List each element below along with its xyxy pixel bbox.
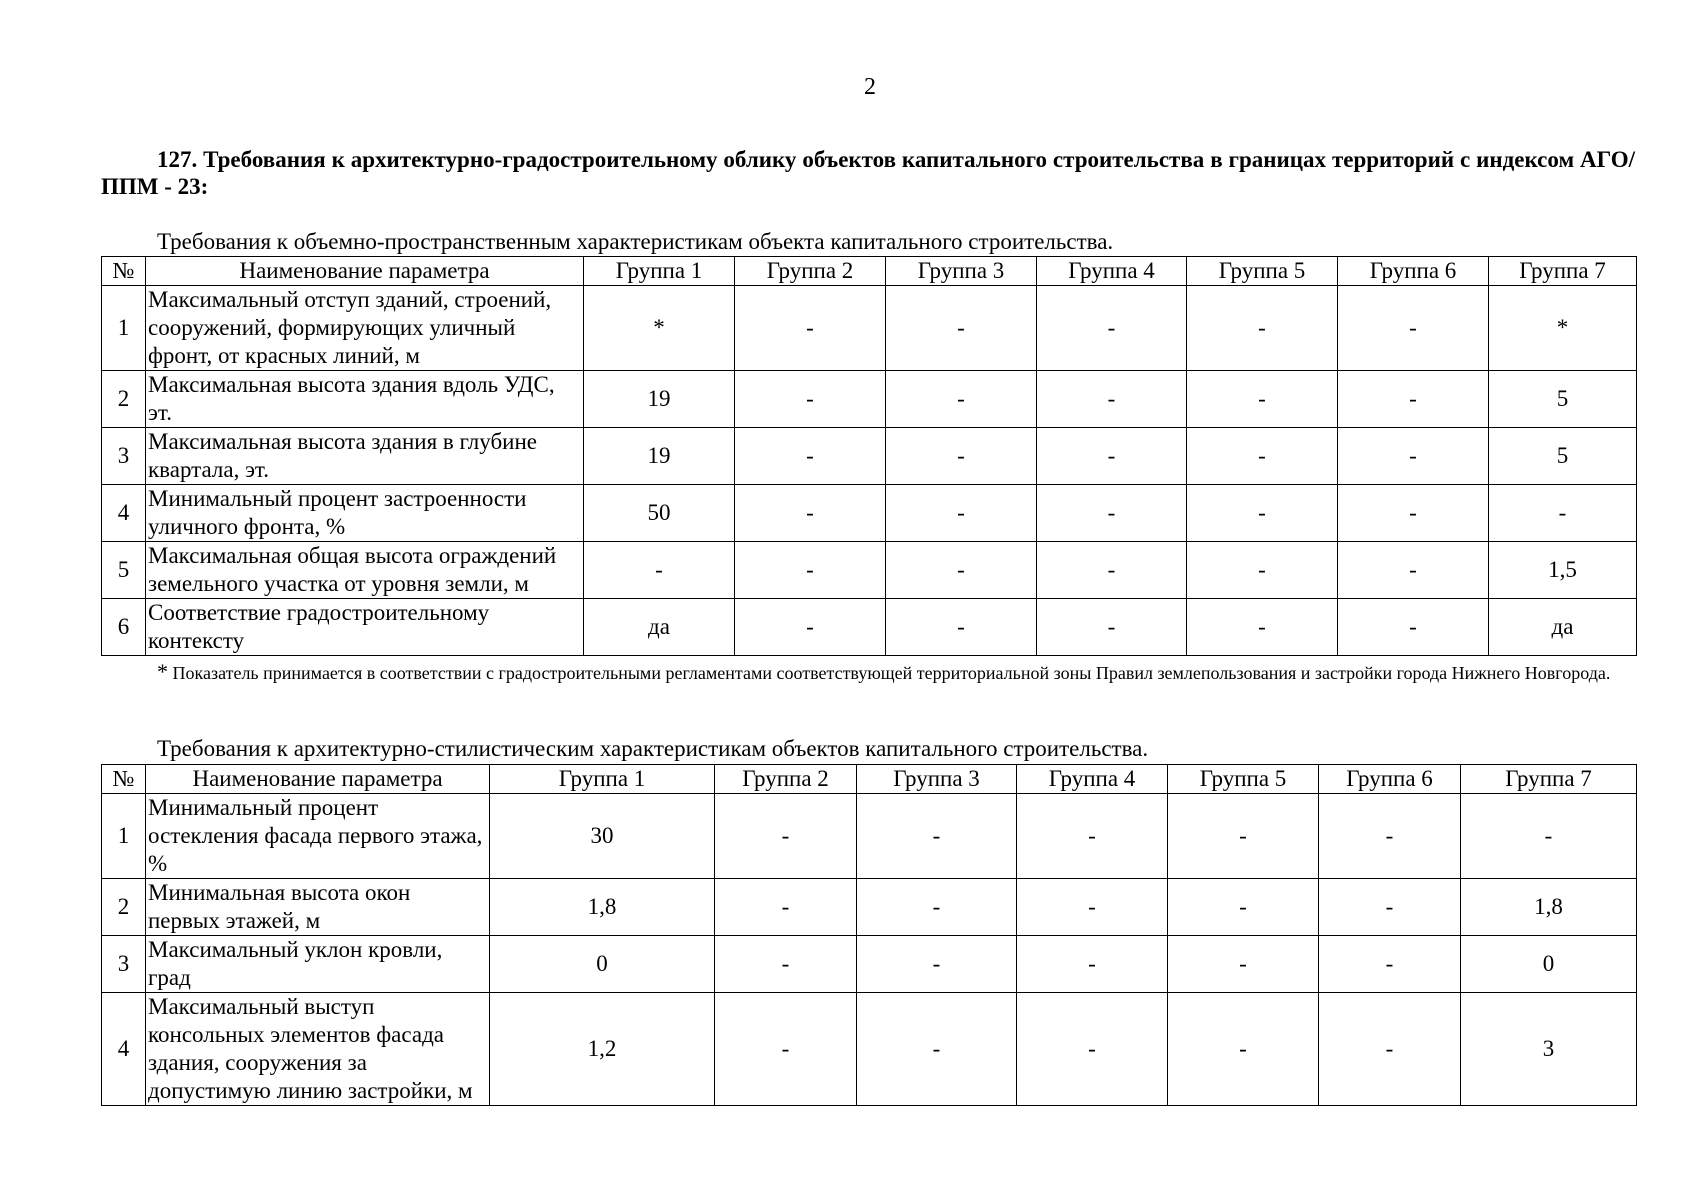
group-value: да [584, 599, 735, 656]
group-value: - [1319, 794, 1461, 879]
table-row [102, 599, 1637, 656]
column-header: Группа 1 [584, 257, 735, 286]
stylistic-requirements-table [101, 764, 1637, 1106]
table-row [102, 879, 1637, 936]
group-value: - [1319, 936, 1461, 993]
column-header: № [102, 257, 146, 286]
group-value: 1,8 [490, 879, 715, 936]
footnote [101, 660, 1635, 685]
parameter-name: Максимальная высота здания в глубине квартала, эт. [146, 428, 584, 485]
table-row [102, 428, 1637, 485]
column-header: Группа 4 [1037, 257, 1187, 286]
group-value: - [1037, 371, 1187, 428]
group-value: 5 [1489, 371, 1637, 428]
group-value: - [1037, 542, 1187, 599]
group-value: 1,8 [1461, 879, 1637, 936]
column-header: Группа 3 [857, 765, 1017, 794]
footnote-text: Показатель принимается в соответствии с градостроительными регламентами соответствующей территориальной зоны Правил землепользования и застройки города Нижнего Новгорода. [168, 663, 1611, 683]
group-value: - [735, 542, 886, 599]
group-value: - [857, 993, 1017, 1106]
group-value: - [1037, 428, 1187, 485]
column-header: Группа 1 [490, 765, 715, 794]
table-row [102, 542, 1637, 599]
group-value: 1,2 [490, 993, 715, 1106]
group-value: * [584, 286, 735, 371]
group-value: - [886, 428, 1037, 485]
group-value: да [1489, 599, 1637, 656]
group-value: - [1017, 936, 1168, 993]
group-value: - [857, 936, 1017, 993]
page-number: 2 [864, 74, 876, 100]
group-value: - [735, 485, 886, 542]
group-value: 19 [584, 371, 735, 428]
group-value: - [1338, 428, 1489, 485]
table-row [102, 286, 1637, 371]
column-header: Группа 6 [1338, 257, 1489, 286]
parameter-name: Максимальная высота здания вдоль УДС, эт. [146, 371, 584, 428]
column-header: Группа 6 [1319, 765, 1461, 794]
row-number: 4 [102, 993, 146, 1106]
footnote-mark: * [157, 659, 168, 684]
group-value: - [715, 936, 857, 993]
group-value: - [715, 993, 857, 1106]
parameter-name: Максимальная общая высота ограждений земельного участка от уровня земли, м [146, 542, 584, 599]
parameter-name: Минимальный процент застроенности уличного фронта, % [146, 485, 584, 542]
parameter-name: Максимальный уклон кровли, град [146, 936, 490, 993]
group-value: - [1168, 879, 1319, 936]
group-value: - [886, 485, 1037, 542]
row-number: 4 [102, 485, 146, 542]
group-value: 0 [1461, 936, 1637, 993]
group-value: - [857, 794, 1017, 879]
group-value: - [1187, 371, 1338, 428]
group-value: - [715, 794, 857, 879]
table-row [102, 485, 1637, 542]
table-header-row [102, 257, 1637, 286]
group-value: - [1489, 485, 1637, 542]
group-value: - [735, 286, 886, 371]
group-value: - [1037, 599, 1187, 656]
column-header: Группа 7 [1489, 257, 1637, 286]
column-header: Группа 2 [715, 765, 857, 794]
group-value: - [1187, 542, 1338, 599]
group-value: - [1187, 485, 1338, 542]
row-number: 3 [102, 428, 146, 485]
group-value: - [735, 371, 886, 428]
group-value: - [1168, 794, 1319, 879]
parameter-name: Минимальная высота окон первых этажей, м [146, 879, 490, 936]
table-row [102, 371, 1637, 428]
row-number: 5 [102, 542, 146, 599]
table-header-row [102, 765, 1637, 794]
group-value: - [1017, 993, 1168, 1106]
group-value: - [886, 599, 1037, 656]
group-value: 50 [584, 485, 735, 542]
row-number: 2 [102, 879, 146, 936]
group-value: - [1037, 286, 1187, 371]
group-value: - [1187, 286, 1338, 371]
row-number: 1 [102, 286, 146, 371]
group-value: - [1187, 599, 1338, 656]
table-row [102, 794, 1637, 879]
group-value: - [735, 428, 886, 485]
group-value: - [1338, 599, 1489, 656]
group-value: - [1338, 286, 1489, 371]
group-value: - [1319, 993, 1461, 1106]
group-value: - [1338, 485, 1489, 542]
table2-caption: Требования к архитектурно-стилистическим характеристикам объектов капитального строительства. [157, 736, 1149, 761]
row-number: 2 [102, 371, 146, 428]
group-value: - [1017, 879, 1168, 936]
group-value: - [735, 599, 886, 656]
group-value: 3 [1461, 993, 1637, 1106]
group-value: 1,5 [1489, 542, 1637, 599]
parameter-name: Максимальный отступ зданий, строений, сооружений, формирующих уличный фронт, от красных линий, м [146, 286, 584, 371]
group-value: - [584, 542, 735, 599]
group-value: - [886, 371, 1037, 428]
column-header: Наименование параметра [146, 765, 490, 794]
group-value: - [1017, 794, 1168, 879]
group-value: - [857, 879, 1017, 936]
column-header: Наименование параметра [146, 257, 584, 286]
parameter-name: Соответствие градостроительному контексту [146, 599, 584, 656]
group-value: - [1168, 936, 1319, 993]
group-value: 30 [490, 794, 715, 879]
group-value: - [1338, 542, 1489, 599]
group-value: 0 [490, 936, 715, 993]
column-header: Группа 5 [1168, 765, 1319, 794]
table-row [102, 936, 1637, 993]
group-value: - [1037, 485, 1187, 542]
group-value: - [886, 542, 1037, 599]
group-value: - [715, 879, 857, 936]
column-header: Группа 2 [735, 257, 886, 286]
section-heading: 127. Требования к архитектурно-градостроительному облику объектов капитального строительства в границах территорий с индексом АГО/ППМ - 23: [101, 147, 1635, 199]
table1-caption: Требования к объемно-пространственным характеристикам объекта капитального строительства. [157, 229, 1114, 254]
row-number: 6 [102, 599, 146, 656]
parameter-name: Максимальный выступ консольных элементов фасада здания, сооружения за допустимую линию застройки, м [146, 993, 490, 1106]
group-value: - [1187, 428, 1338, 485]
row-number: 1 [102, 794, 146, 879]
group-value: - [1461, 794, 1637, 879]
group-value: 5 [1489, 428, 1637, 485]
row-number: 3 [102, 936, 146, 993]
column-header: Группа 5 [1187, 257, 1338, 286]
table-row [102, 993, 1637, 1106]
column-header: № [102, 765, 146, 794]
group-value: - [1338, 371, 1489, 428]
group-value: 19 [584, 428, 735, 485]
group-value: - [1319, 879, 1461, 936]
group-value: * [1489, 286, 1637, 371]
column-header: Группа 4 [1017, 765, 1168, 794]
volumetric-requirements-table [101, 256, 1637, 656]
column-header: Группа 7 [1461, 765, 1637, 794]
column-header: Группа 3 [886, 257, 1037, 286]
parameter-name: Минимальный процент остекления фасада первого этажа, % [146, 794, 490, 879]
group-value: - [886, 286, 1037, 371]
group-value: - [1168, 993, 1319, 1106]
